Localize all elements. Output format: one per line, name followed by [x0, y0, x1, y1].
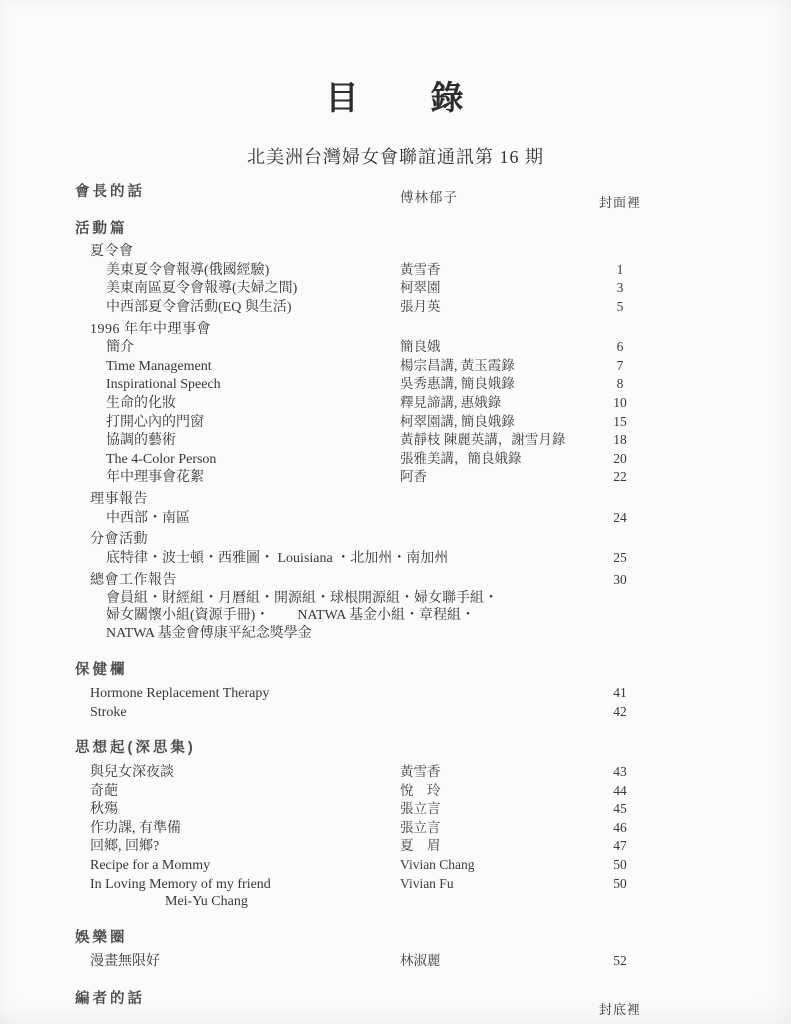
toc-row: [75, 662, 720, 680]
toc-entry-author: 張立言: [400, 801, 441, 817]
toc-row: [75, 221, 720, 239]
toc-entry-title: 保健欄: [75, 661, 128, 678]
toc-entry-page: 1: [616, 261, 624, 277]
toc-entry-author: 張月英: [400, 298, 441, 314]
toc-entry-title: Hormone Replacement Therapy: [90, 686, 270, 702]
toc-row: [75, 491, 720, 509]
toc-entry-title: Stroke: [90, 704, 127, 720]
toc-entry-title: 會員組・財經組・月曆組・開源組・球根開源組・婦女聯手組・: [106, 590, 498, 606]
toc-entry-page: 46: [613, 819, 627, 835]
toc-entry-title: In Loving Memory of my friend: [90, 876, 271, 892]
toc-entry-title: 秋殤: [90, 802, 118, 818]
toc-entry-page: 30: [613, 572, 627, 588]
toc-row: [75, 782, 720, 801]
toc-entry-title: 理事報告: [90, 491, 148, 507]
toc-row: [75, 607, 720, 625]
toc-entry-author: 楊宗昌講, 黃玉霞錄: [400, 357, 515, 373]
toc-entry-title: 會長的話: [75, 184, 145, 200]
toc-row: [75, 450, 720, 469]
toc-entry-page: 24: [613, 509, 627, 525]
toc-entry-title: Recipe for a Mommy: [90, 858, 211, 873]
toc-row: [75, 509, 720, 528]
toc-entry-page: 封底裡: [598, 1001, 641, 1017]
toc-row: [75, 819, 720, 838]
toc-entry-title: Mei-Yu Chang: [165, 894, 248, 910]
toc-entry-page: 18: [613, 432, 627, 448]
toc-row: [75, 468, 720, 487]
toc-row: [75, 952, 720, 971]
toc-entry-title: 漫畫無限好: [90, 954, 160, 970]
toc-entry-title: 年中理事會花絮: [106, 470, 204, 486]
toc-entry-page: 22: [613, 469, 627, 485]
toc-row: [75, 837, 720, 856]
toc-entry-author: 柯翠園: [400, 280, 441, 296]
toc-row: [75, 279, 720, 298]
toc-entry-author: 黃靜枝 陳麗英講，謝雪月錄: [400, 432, 566, 448]
toc-row: [75, 549, 720, 568]
toc-entry-author: Vivian Chang: [400, 857, 475, 872]
toc-entry-title: 總會工作報告: [90, 573, 177, 589]
toc-entry-title: 與兒女深夜談: [90, 765, 174, 781]
toc-row: [75, 800, 720, 819]
toc-row: [75, 990, 720, 1017]
toc-row: [75, 875, 720, 894]
toc-entry-title: 中西部夏令會活動(EQ 與生活): [106, 299, 292, 315]
toc-row: [75, 740, 720, 758]
toc-row: [75, 703, 720, 722]
toc-entry-title: 生命的化妝: [106, 395, 176, 411]
toc-entry-page: 6: [616, 339, 624, 355]
toc-entry-page: 8: [616, 376, 624, 392]
toc-entry-author: 夏 眉: [400, 838, 441, 854]
toc-entry-page: 43: [613, 764, 627, 780]
toc-entry-page: 15: [613, 413, 627, 429]
toc-row: [75, 357, 720, 376]
toc-entry-title: 中西部・南區: [106, 510, 190, 526]
toc-entry-page: 3: [616, 280, 624, 296]
toc-row: [75, 763, 720, 782]
toc-row: [75, 856, 720, 875]
toc-entry-page: 45: [613, 801, 627, 817]
toc-entry-page: 41: [613, 685, 627, 701]
toc-row: [75, 531, 720, 549]
toc-entry-title: 編者的話: [75, 990, 145, 1007]
toc-entry-title: Time Management: [106, 358, 212, 374]
toc-row: [75, 431, 720, 450]
toc-entry-title: 簡介: [106, 340, 134, 356]
toc-entry-author: 張雅美講，簡良娥錄: [400, 450, 522, 466]
toc-entry-author: 吳秀惠講, 簡良娥錄: [400, 376, 515, 392]
toc-entry-title: The 4-Color Person: [106, 451, 217, 467]
toc-row: [75, 338, 720, 357]
toc-entry-page: 47: [613, 838, 627, 854]
toc-row: [75, 571, 720, 590]
toc-entry-page: 42: [613, 703, 627, 719]
toc-entry-author: Vivian Fu: [400, 875, 454, 891]
table-of-contents: [75, 183, 720, 1017]
toc-entry-title: 活動篇: [75, 220, 128, 237]
toc-entry-page: 50: [613, 875, 627, 891]
toc-entry-author: 悅 玲: [400, 782, 441, 798]
toc-entry-author: 黃雪香: [400, 261, 441, 277]
toc-entry-page: 5: [616, 298, 624, 314]
toc-entry-author: 張立言: [400, 819, 441, 835]
toc-entry-author: 阿香: [400, 469, 427, 485]
toc-entry-author: 林淑麗: [400, 953, 441, 969]
toc-entry-title: 婦女關懷小組(資源手冊)・ NATWA 基金小組・章程組・: [106, 608, 476, 624]
toc-entry-title: 美東夏令會報導(俄國經驗): [106, 262, 270, 278]
toc-entry-page: 25: [613, 549, 627, 565]
toc-row: [75, 375, 720, 394]
toc-entry-title: 奇葩: [90, 783, 118, 799]
toc-entry-title: 1996 年年中理事會: [90, 321, 211, 337]
toc-entry-title: 夏令會: [90, 244, 134, 260]
toc-row: [75, 590, 720, 608]
toc-row: [75, 625, 720, 643]
toc-entry-title: Inspirational Speech: [106, 377, 221, 393]
toc-entry-title: 協調的藝術: [106, 433, 176, 449]
toc-entry-page: 20: [613, 450, 627, 466]
toc-entry-author: 傅林郁子: [400, 190, 458, 205]
toc-entry-title: 作功課, 有準備: [90, 820, 181, 836]
toc-entry-author: 柯翠園講, 簡良娥錄: [400, 413, 515, 429]
toc-entry-author: 黃雪香: [400, 764, 441, 780]
toc-row: [75, 893, 720, 911]
toc-entry-author: 釋見諦講, 惠娥錄: [400, 394, 502, 410]
toc-entry-title: NATWA 基金會傅康平紀念獎學金: [106, 626, 312, 642]
toc-entry-page: 10: [613, 394, 627, 410]
toc-row: [75, 321, 720, 339]
toc-entry-title: 底特律・波士頓・西雅圖・ Louisiana ・北加州・南加州: [106, 550, 449, 566]
toc-entry-page: 7: [616, 357, 624, 373]
toc-row: [75, 930, 720, 948]
toc-entry-title: 思想起(深思集): [75, 740, 196, 757]
toc-entry-title: 美東南區夏令會報導(夫婦之間): [106, 281, 298, 297]
toc-entry-title: 娛樂圈: [75, 929, 128, 946]
page-title: 目 錄: [325, 81, 466, 117]
toc-entry-title: 分會活動: [90, 532, 148, 548]
toc-entry-title: 打開心內的門窗: [106, 414, 204, 430]
toc-entry-title: 回鄉, 回鄉?: [90, 839, 160, 855]
toc-entry-author: 簡良娥: [400, 339, 441, 355]
toc-entry-page: 44: [613, 782, 627, 798]
toc-row: [75, 394, 720, 413]
toc-row: [75, 684, 720, 703]
toc-row: [75, 261, 720, 280]
toc-row: [75, 243, 720, 261]
toc-row: [75, 183, 720, 210]
toc-entry-page: 50: [613, 857, 627, 872]
toc-row: [75, 298, 720, 317]
toc-entry-page: 封面裡: [598, 195, 641, 210]
page-subtitle: 北美洲台灣婦女會聯誼通訊第 16 期: [247, 147, 544, 167]
toc-entry-page: 52: [613, 953, 627, 969]
toc-row: [75, 413, 720, 432]
